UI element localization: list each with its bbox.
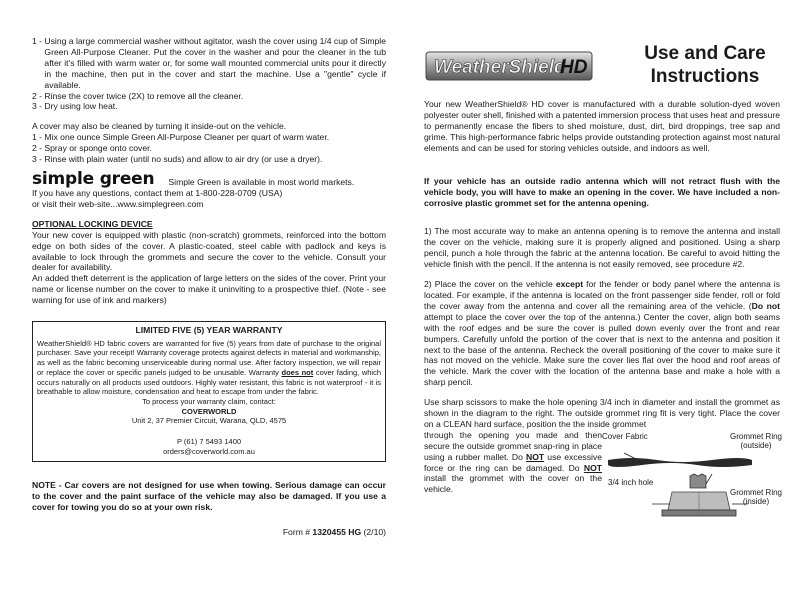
grommet-section	[424, 430, 780, 535]
label-grommet-inside: Grommet Ring (inside)	[729, 487, 782, 506]
alt-steps	[32, 132, 386, 165]
grommet-instructions: through the opening you made and then secure the outside grommet snap-ring in place using a rubber mallet. Do NOT use excessive force or the ring can be damaged. Do NOT install the grommet with the cover on the vehicle.	[424, 429, 602, 495]
label-grommet-outside: Grommet Ring (outside)	[729, 431, 782, 450]
warranty-body: WeatherShield® HD fabric covers are warranted for five (5) years from date of purchase to the original purchaser. Save your receipt! Warranty coverage protects against defects in material and workmanship, as well as the fabric becoming unserviceable during normal use. After factory inspection, we will repair or replace the cover or specific panels judged to be unusable. Warranty does not cover fading, which occurs naturally on all products used outdoors. Highly water resistant, this fabric is not waterproof - it is breathable to allow moisture, condensation and heat to escape from under the fabric.	[37, 338, 382, 397]
wash-steps	[32, 36, 386, 112]
list-item: 3 - Rinse with plain water (until no suds) and allow to air dry (or use a dryer).	[32, 154, 323, 165]
label-cover-fabric: Cover Fabric	[602, 431, 648, 441]
product-intro: Your new WeatherShield® HD cover is manufactured with a durable solution-dyed woven polyester outer shell, finished with a patented immersion process that uses heat and pressure to permanently encase the fibers to shed moisture, dust, dirt, bird droppings, tree sap and grime. This high-performance fabric helps provide outstanding protection against most natural elements and can be used for storing vehicles outside, and indoors as well.	[424, 99, 780, 153]
grommet-diagram	[602, 430, 780, 535]
locking-heading: OPTIONAL LOCKING DEVICE	[32, 218, 153, 229]
alt-cleaning-intro: A cover may also be cleaned by turning it inside-out on the vehicle.	[32, 121, 287, 132]
list-item: 1 - Mix one ounce Simple Green All-Purpose Cleaner per quart of warm water.	[32, 132, 330, 143]
scissors-instructions: Use sharp scissors to make the hole opening 3/4 inch in diameter and install the grommet as shown in the diagram to the right. The outside grommet ring fit is very tight. Place the cover on a CLEAN hard surface, position the the inside grommet	[424, 397, 780, 429]
antenna-step-1: 1) The most accurate way to make an antenna opening is to remove the antenna and install the cover on the vehicle, making sure it is properly aligned and positioned. Using a sharp pencil, punch a hole through the fabric at the antenna location. Be careful to avoid hitting the vehicle finish with the pencil. If the antenna is not easily removed, see procedure #2.	[424, 226, 780, 270]
warranty-box	[32, 321, 386, 462]
logo-wordmark: WeatherShield	[434, 57, 566, 78]
simple-green-contact: If you have any questions, contact them at 1-800-228-0709 (USA)	[32, 187, 283, 198]
page-title: Use and Care Instructions	[644, 43, 766, 87]
simple-green-logo: simple green	[32, 168, 155, 189]
weathershield-logo	[424, 46, 596, 84]
antenna-warning: If your vehicle has an outside radio antenna which will not retract flush with the vehicle body, you will have to make an opening in the cover. We have included a non-corrosive plastic grommet set for the antenna opening.	[424, 176, 780, 208]
warranty-company: COVERWORLD	[181, 406, 237, 416]
cover-fabric-shape	[608, 458, 752, 467]
right-column	[424, 36, 780, 535]
simple-green-availability: Simple Green is available in most world markets.	[168, 177, 355, 188]
list-item: 2 - Spray or sponge onto cover.	[32, 143, 152, 154]
towing-note: NOTE - Car covers are not designed for use when towing. Serious damage can occur to the cover and the paint surface of the vehicle may also be damaged. If you use a cover for towing you do so at your own risk.	[32, 480, 386, 513]
warranty-claim: To process your warranty claim, contact:	[142, 396, 276, 406]
locking-deterrent: An added theft deterrent is the application of large letters on the sides of the cover. Print your name or license number on the cover to make it uninviting to a prospective thief. (Note - see warning for use of ink and markers)	[32, 273, 386, 306]
grommet-teeth	[690, 474, 706, 488]
list-item: 1 - Using a large commercial washer without agitator, wash the cover using 1/4 cup of Simple Green All-Purpose Cleaner. Put the cover in the washer and pour the cleaner in the tub after it's filled with warm water or, for some wall mounted commercial units pour it directly in the machine, then put in the cover and start the machine. Use a "gentle" cycle if available.	[32, 36, 386, 90]
simple-green-section	[32, 168, 386, 210]
list-item: 3 - Dry using low heat.	[32, 101, 118, 112]
antenna-step-2: 2) Place the cover on the vehicle except for the fender or body panel where the antenna is located. For example, if the antenna is located on the front passenger side fender, roll or fold the cover away from the antenna and cover all the remaining area of the vehicle. (Do not attempt to place the cover over the top of the antenna.) Center the cover, align both seams with the roof edges and be sure the cover is pulled down evenly over the front and rear bumpers. Carefully unfold the portion of the cover that is next to the antenna and position it next to the base of the antenna. Recheck the overall positioning of the cover to make sure it has not moved on the vehicle. Make sure the cover lies flat over the hood and roof areas of the vehicle. Mark the cover with the location of the antenna base and make a hole with a sharp pencil.	[424, 279, 780, 388]
warranty-title: LIMITED FIVE (5) YEAR WARRANTY	[135, 325, 283, 336]
form-number: Form # 1320455 HG (2/10)	[282, 527, 386, 538]
label-hole: 3/4 inch hole	[608, 477, 654, 487]
list-item: 2 - Rinse the cover twice (2X) to remove all the cleaner.	[32, 90, 244, 101]
locking-body: Your new cover is equipped with plastic (non-scratch) grommets, reinforced into the bottom edge on both sides of the cover. A plastic-coated, steel cable with padlock and keys is available to lock through the grommets and secure the cover to the vehicle. Consult your dealer for availability.	[32, 229, 386, 273]
warranty-phone: P (61) 7 5493 1400	[176, 437, 242, 447]
simple-green-web: or visit their web-site...www.simplegreen.com	[32, 198, 204, 209]
logo-hd: HD	[560, 57, 588, 78]
warranty-email: orders@coverworld.com.au	[163, 446, 255, 456]
brand-header	[424, 36, 780, 94]
left-column	[32, 36, 386, 538]
warranty-address: Unit 2, 37 Premier Circuit, Warana, QLD, 4575	[131, 416, 287, 426]
